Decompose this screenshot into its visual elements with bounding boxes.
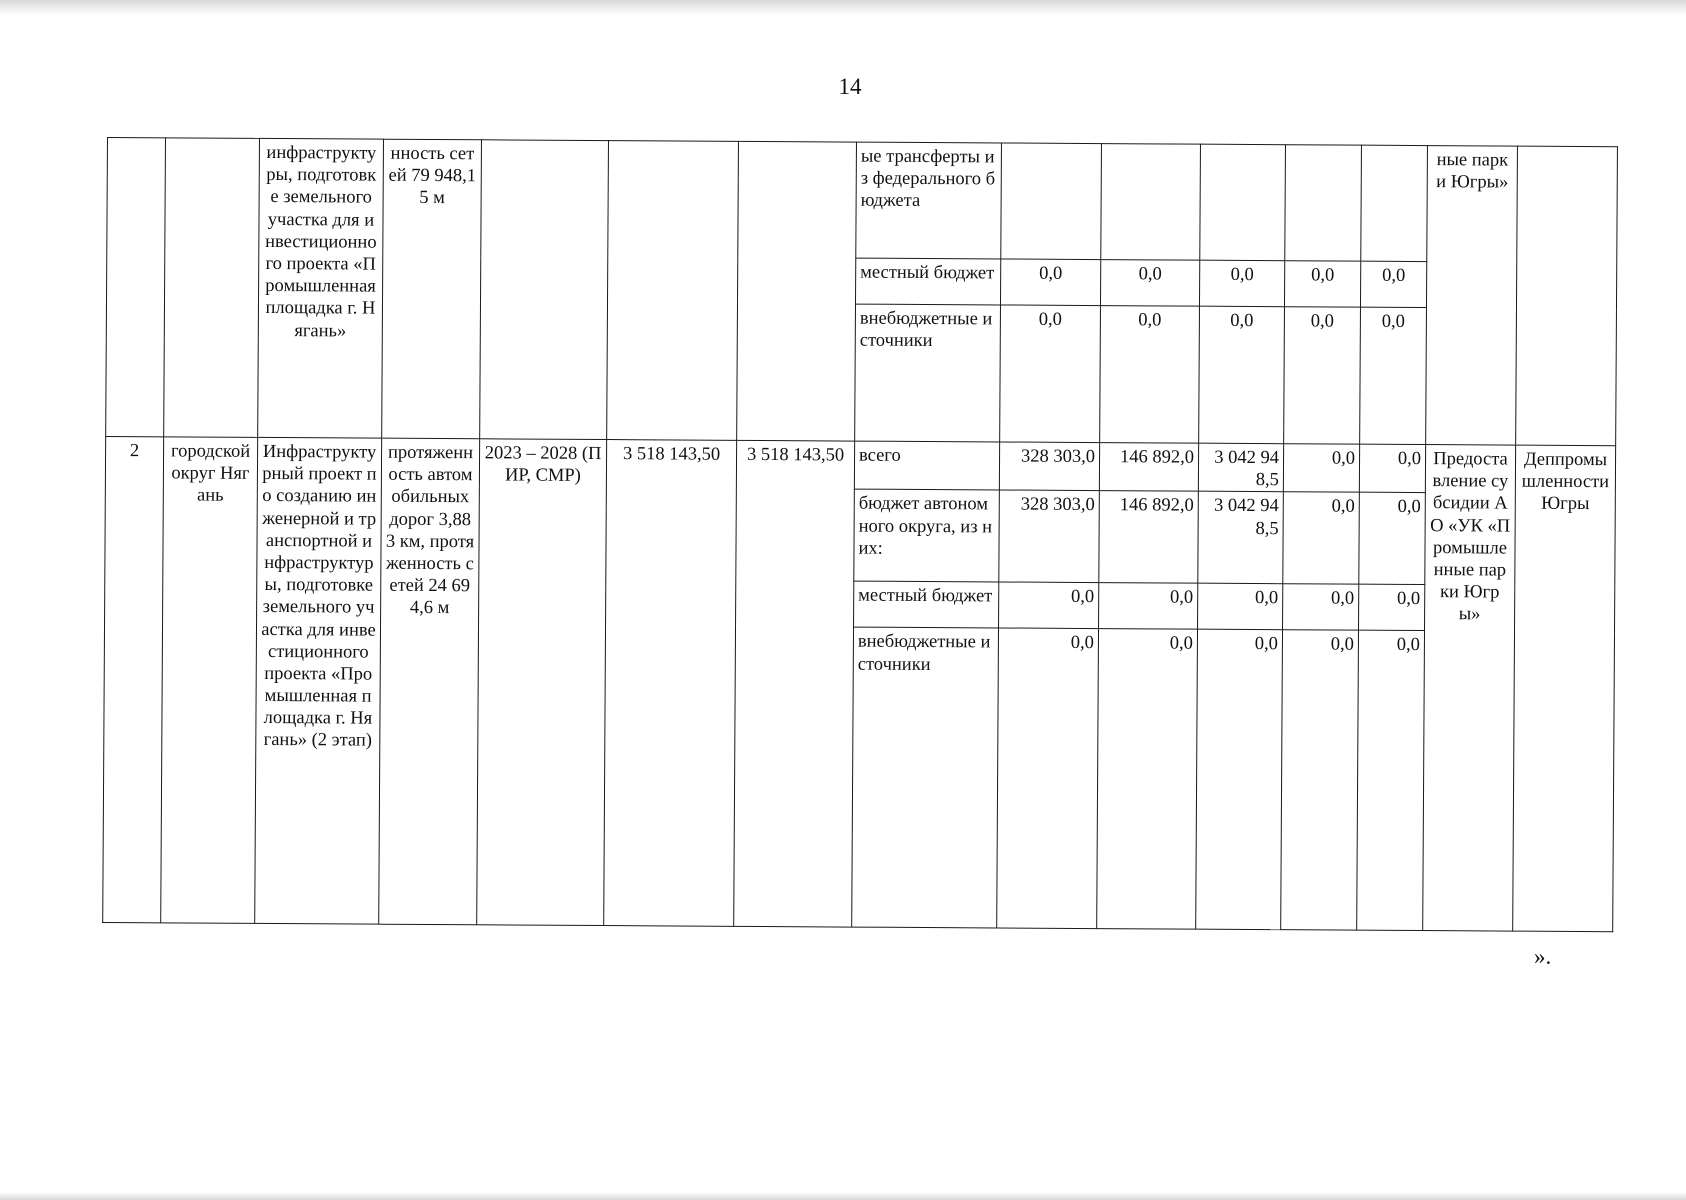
- cell-value: 0,0: [1283, 444, 1359, 493]
- cell-source-local: местный бюджет: [854, 581, 999, 628]
- cell-value: 0,0: [1000, 305, 1101, 443]
- cell-value: 0,0: [1359, 444, 1425, 493]
- cell-value: 0,0: [1000, 259, 1100, 306]
- cell-value: [1200, 144, 1286, 261]
- page-number: 14: [838, 74, 862, 99]
- cell-value: 0,0: [1199, 306, 1285, 444]
- cell-responsible-prev: [1516, 146, 1618, 446]
- cell-value: 0,0: [1199, 260, 1284, 307]
- cell-value: 0,0: [1097, 629, 1198, 930]
- cell-value: [1001, 143, 1102, 260]
- cell-value: 3 042 948,5: [1198, 492, 1284, 585]
- closing-quote-mark: ».: [1534, 944, 1552, 969]
- cell-value: 328 303,0: [999, 490, 1100, 583]
- cell-num: 2: [103, 436, 164, 923]
- cell-responsible: Деппромышленности Югры: [1513, 445, 1616, 932]
- cell-source-extra: внебюджетные источники: [852, 627, 999, 928]
- cell-mechanism-prev: ные парки Югры»: [1426, 146, 1518, 446]
- cell-municipality: городской округ Нягань: [161, 437, 258, 924]
- cell-value: 0,0: [1359, 585, 1425, 631]
- cell-value: 146 892,0: [1099, 491, 1199, 584]
- cell-value: [1361, 145, 1428, 261]
- scan-top-edge: [0, 0, 1686, 16]
- cell-value: 0,0: [1360, 307, 1427, 444]
- cell-cost-prev: [607, 141, 739, 441]
- cell-value: 146 892,0: [1099, 443, 1198, 492]
- cell-value: 0,0: [1360, 261, 1426, 307]
- table-row: [105, 436, 1615, 494]
- cell-name-prev: инфраструктуры, подготовке земельного участка для инвестиционного проекта «Промышленная площадка г. Нягань»: [258, 138, 384, 438]
- cell-value: 0,0: [1198, 584, 1283, 631]
- cell-value: 0,0: [1283, 492, 1360, 584]
- cell-cost-2: 3 518 143,50: [734, 440, 855, 927]
- cell-mechanism: Предоставление субсидии АО «УК «Промышленные парки Югры»: [1423, 445, 1516, 932]
- cell-value: 0,0: [1099, 583, 1198, 630]
- cell-value: 0,0: [999, 582, 1099, 629]
- cell-source-total: всего: [854, 441, 999, 490]
- cell-value: 328 303,0: [999, 442, 1099, 491]
- cell-source-transfers: ые трансферты из федерального бюджета: [856, 142, 1002, 259]
- cell-period: 2023 – 2028 (ПИР, СМР): [477, 439, 607, 926]
- cell-num-prev: [106, 138, 166, 437]
- cell-municipality-prev: [164, 138, 260, 438]
- cell-source-budget: бюджет автономного округа, из них:: [854, 489, 1000, 582]
- cell-source-extra: внебюджетные источники: [855, 304, 1001, 442]
- cell-value: [1285, 145, 1362, 261]
- cell-value: 0,0: [1196, 630, 1283, 931]
- program-table: [102, 137, 1618, 933]
- cell-value: 0,0: [1284, 261, 1360, 307]
- cell-source-local: местный бюджет: [855, 258, 1000, 305]
- cell-cost-total: 3 518 143,50: [604, 440, 737, 927]
- cell-value: 0,0: [997, 628, 1099, 929]
- cell-value: 0,0: [1283, 584, 1359, 630]
- cell-value: 0,0: [1281, 630, 1359, 930]
- cell-project-name: Инфраструктурный проект по созданию инженерной и транспортной инфраструктуры, подготовке земельного участка для инвестиционного проекта «Промышленная площадка г. Нягань» (2 этап): [255, 437, 382, 924]
- cell-value: [1101, 144, 1201, 261]
- table-sheet: [102, 137, 1618, 933]
- cell-period-prev: [480, 140, 609, 440]
- cell-indicator-prev: нность сетей 79 948,15 м: [382, 139, 482, 439]
- cell-value: 0,0: [1100, 306, 1200, 444]
- cell-value: 3 042 948,5: [1198, 443, 1283, 492]
- cell-indicator: протяженность автомобильных дорог 3,883 км, протяженность сетей 24 694,6 м: [379, 438, 480, 925]
- cell-value: 0,0: [1284, 307, 1361, 444]
- cell-value: 0,0: [1359, 493, 1426, 585]
- cell-value: 0,0: [1100, 260, 1199, 307]
- scan-bottom-edge: [0, 1192, 1686, 1200]
- cell-value: 0,0: [1357, 631, 1425, 931]
- cell-cost2-prev: [737, 141, 857, 441]
- table-row: [107, 138, 1618, 263]
